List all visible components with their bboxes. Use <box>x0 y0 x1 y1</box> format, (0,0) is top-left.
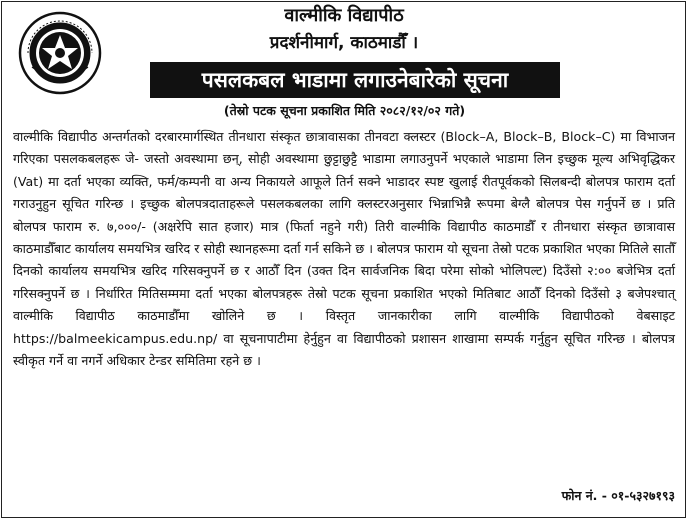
publish-date-line: (तेस्रो पटक सूचना प्रकाशित मिति २०८२/१२/०२ गते) <box>223 103 466 118</box>
notice-body: वाल्मीकि विद्यापीठ अन्तर्गतको दरबारमार्गस्थित तीनधारा संस्कृत छात्रावासका तीनवटा क्लस्टर (Block–A, Block–B, Block–C) मा विभाजन गरिएका पसलकबलहरू जे- जस्तो अवस्थामा छन्, सोही अवस्थामा छुट्टाछुट्टै भाडामा लगाउनुपर्ने भएकाले भाडामा लिन इच्छुक मूल्य अभिवृद्धिकर (Vat) मा दर्ता भएका व्यक्ति, फर्म/कम्पनी वा अन्य निकायले आफूले तिर्न सक्ने भाडादर स्पष्ट खुलाई रीतपूर्वकको सिलबन्दी बोलपत्र फाराम दर्ता गराउनुहुन सूचित गरिन्छ । इच्छुक बोलपत्रदाताहरूले पसलकबलका लागि क्लस्टरअनुसार भिन्नाभिन्नै रूपमा बेग्लै बोलपत्र पेस गर्नुपर्ने छ । प्रति बोलपत्र फाराम रु. ७,०००/- (अक्षरेपि सात हजार) मात्र (फिर्ता नहुने गरी) तिरी वाल्मीकि विद्यापीठ काठमाडौँ र तीनधारा संस्कृत छात्रावास काठमाडौँबाट कार्यालय समयभित्र खरिद र सोही स्थानहरूमा दर्ता गर्न सकिने छ । बोलपत्र फाराम यो सूचना तेस्रो पटक प्रकाशित भएका मितिले सातौँ दिनको कार्यालय समयभित्र खरिद गरिसक्नुपर्ने छ र आठौँ दिन (उक्त दिन सार्वजनिक बिदा परेमा सोको भोलिपल्ट) दिउँसो २:०० बजेभित्र दर्ता गरिसक्नुपर्ने छ । निर्धारित मितिसम्ममा दर्ता भएका बोलपत्रहरू तेस्रो पटक सूचना प्रकाशित भएको मितिबाट आठौँ दिनको दिउँसो ३ बजेपश्चात् वाल्मीकि विद्यापीठ काठमाडौँमा खोलिने छ । विस्तृत जानकारीका लागि वाल्मीकि विद्यापीठको वेबसाइट https://balmeekicampus.edu.np/ वा सूचनापाटीमा हेर्नुहुन वा विद्यापीठको प्रशासन शाखामा सम्पर्क गर्नुहुन सूचित गरिन्छ । बोलपत्र स्वीकृत गर्ने वा नगर्ने अधिकार टेन्डर समितिमा रहने छ । <box>13 129 675 369</box>
org-name: वाल्मीकि विद्यापीठ <box>284 5 404 26</box>
org-address: प्रदर्शनीमार्ग, काठमाडौँ । <box>269 33 419 53</box>
notice-title <box>150 62 560 98</box>
phone-number: फोन नं. - ०१-५३२७१९३ <box>561 488 675 503</box>
notice-title-text: पसलकबल भाडामा लगाउनेबारेको सूचना <box>201 68 509 92</box>
balmeeki-vidyapeeth-seal-icon <box>18 11 102 95</box>
